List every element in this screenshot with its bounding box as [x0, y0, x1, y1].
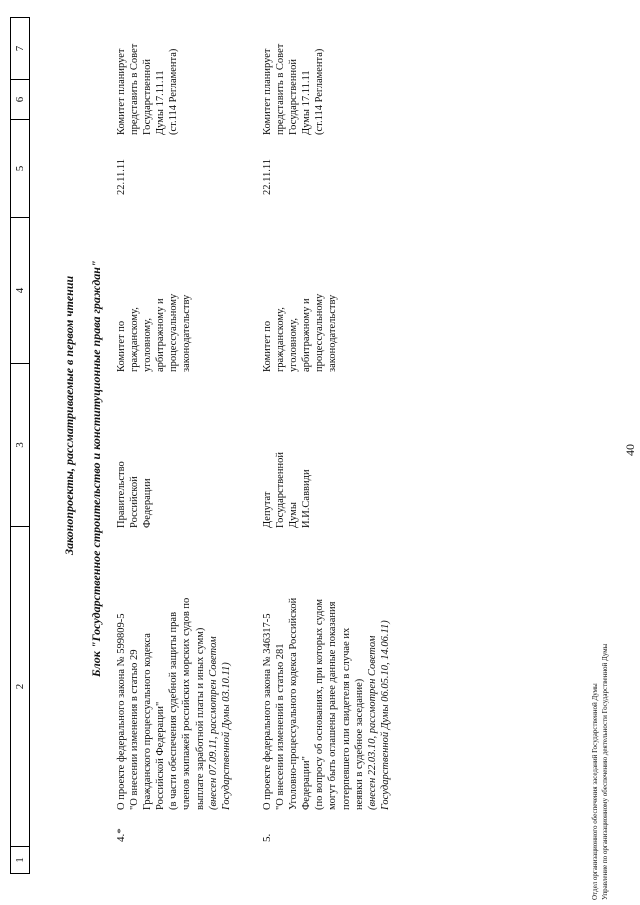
desc-note: Государственной Думы 06.05.10, 14.06.11) — [379, 620, 391, 810]
desc-line: О проекте федерального закона № 346317-5 — [262, 613, 273, 810]
committee-line: гражданскому, — [129, 307, 141, 372]
desc-line: неявки в судебное заседание) — [353, 678, 365, 810]
remark-line: Думы 17.11.11 — [301, 70, 313, 135]
remark-line: (ст.114 Регламента) — [314, 48, 326, 135]
initiator-line: Правительство — [116, 461, 127, 528]
desc-note: (внесен 22.03.10, рассмотрен Советом — [366, 635, 378, 810]
row-number: 5. — [261, 833, 273, 842]
initiator-line: Федерации — [142, 478, 154, 528]
remark-line: Комитет планирует — [116, 48, 127, 135]
remark-line: Государственной — [288, 59, 300, 135]
row-remark — [261, 10, 326, 135]
row-number: 4.* — [115, 828, 127, 842]
column-number-header — [10, 17, 30, 874]
initiator-line: Депутат — [262, 491, 273, 528]
desc-line: "О внесении изменений в статью 281 — [275, 643, 287, 810]
section-title: Законопроекты, рассматриваемые в первом чтении — [62, 275, 76, 555]
committee-line: процессуальному — [168, 293, 180, 372]
committee-line: арбитражному и — [155, 298, 167, 372]
committee-line: уголовному, — [288, 318, 300, 372]
col-header-3: 3 — [11, 364, 29, 527]
desc-line: Российской Федерации" — [155, 701, 167, 810]
row-committee — [261, 232, 340, 372]
desc-line: членов экипажей российских морских судов по — [181, 597, 193, 810]
committee-line: Комитет по — [262, 320, 273, 372]
committee-line: уголовному, — [142, 318, 154, 372]
remark-line: представить в Совет — [275, 43, 287, 135]
footer-dept: Отдел организационного обеспечения заседаний Государственной Думы — [591, 683, 599, 900]
initiator-line: Российской — [129, 476, 141, 528]
footer-office: Управление по организационному обеспечению деятельности Государственной Думы — [601, 643, 609, 900]
desc-line: Федерации" — [301, 756, 313, 810]
desc-line: выплате заработной платы и иных сумм) — [194, 627, 206, 810]
row-remark — [115, 10, 180, 135]
committee-line: законодательству — [181, 294, 193, 372]
row-committee — [115, 232, 194, 372]
col-header-7: 7 — [11, 18, 29, 80]
col-header-5: 5 — [11, 120, 29, 218]
remark-line: представить в Совет — [129, 43, 141, 135]
page-number: 40 — [623, 444, 637, 456]
desc-line: "О внесении изменения в статью 29 — [129, 649, 141, 810]
committee-line: законодательству — [327, 294, 339, 372]
row-initiator — [115, 378, 154, 528]
row-date: 22.11.11 — [262, 159, 273, 195]
remark-line: (ст.114 Регламента) — [168, 48, 180, 135]
desc-note: (внесен 07.09.11, рассмотрен Советом — [207, 636, 219, 810]
initiator-line: Думы — [288, 502, 300, 528]
remark-line: Государственной — [142, 59, 154, 135]
desc-line: Уголовно-процессуального кодекса Российской — [288, 597, 300, 810]
desc-line: (по вопросу об основаниях, при которых судом — [314, 598, 326, 810]
row-date: 22.11.11 — [116, 159, 127, 195]
committee-line: Комитет по — [116, 320, 127, 372]
desc-line: Гражданского процессуального кодекса — [142, 633, 154, 810]
desc-line: (в части обеспечения судебной защиты прав — [168, 611, 180, 810]
committee-line: гражданскому, — [275, 307, 287, 372]
initiator-line: И.И.Саввиди — [301, 469, 313, 528]
col-header-4: 4 — [11, 218, 29, 364]
committee-line: процессуальному — [314, 293, 326, 372]
desc-line: могут быть оглашены ранее данные показания — [327, 601, 339, 810]
row-initiator — [261, 378, 313, 528]
remark-line: Комитет планирует — [262, 48, 273, 135]
desc-note: Государственной Думы 03.10.11) — [220, 662, 232, 810]
committee-line: арбитражному и — [301, 298, 313, 372]
initiator-line: Государственной — [275, 452, 287, 528]
block-title: Блок "Государственное строительство и конституционные права граждан" — [89, 260, 103, 677]
col-header-2: 2 — [11, 527, 29, 847]
desc-line: О проекте федерального закона № 599809-5 — [116, 613, 127, 810]
desc-line: потерпевшего или свидетеля в случае их — [340, 627, 352, 810]
remark-line: Думы 17.11.11 — [155, 70, 167, 135]
col-header-6: 6 — [11, 80, 29, 120]
col-header-1: 1 — [14, 857, 26, 863]
